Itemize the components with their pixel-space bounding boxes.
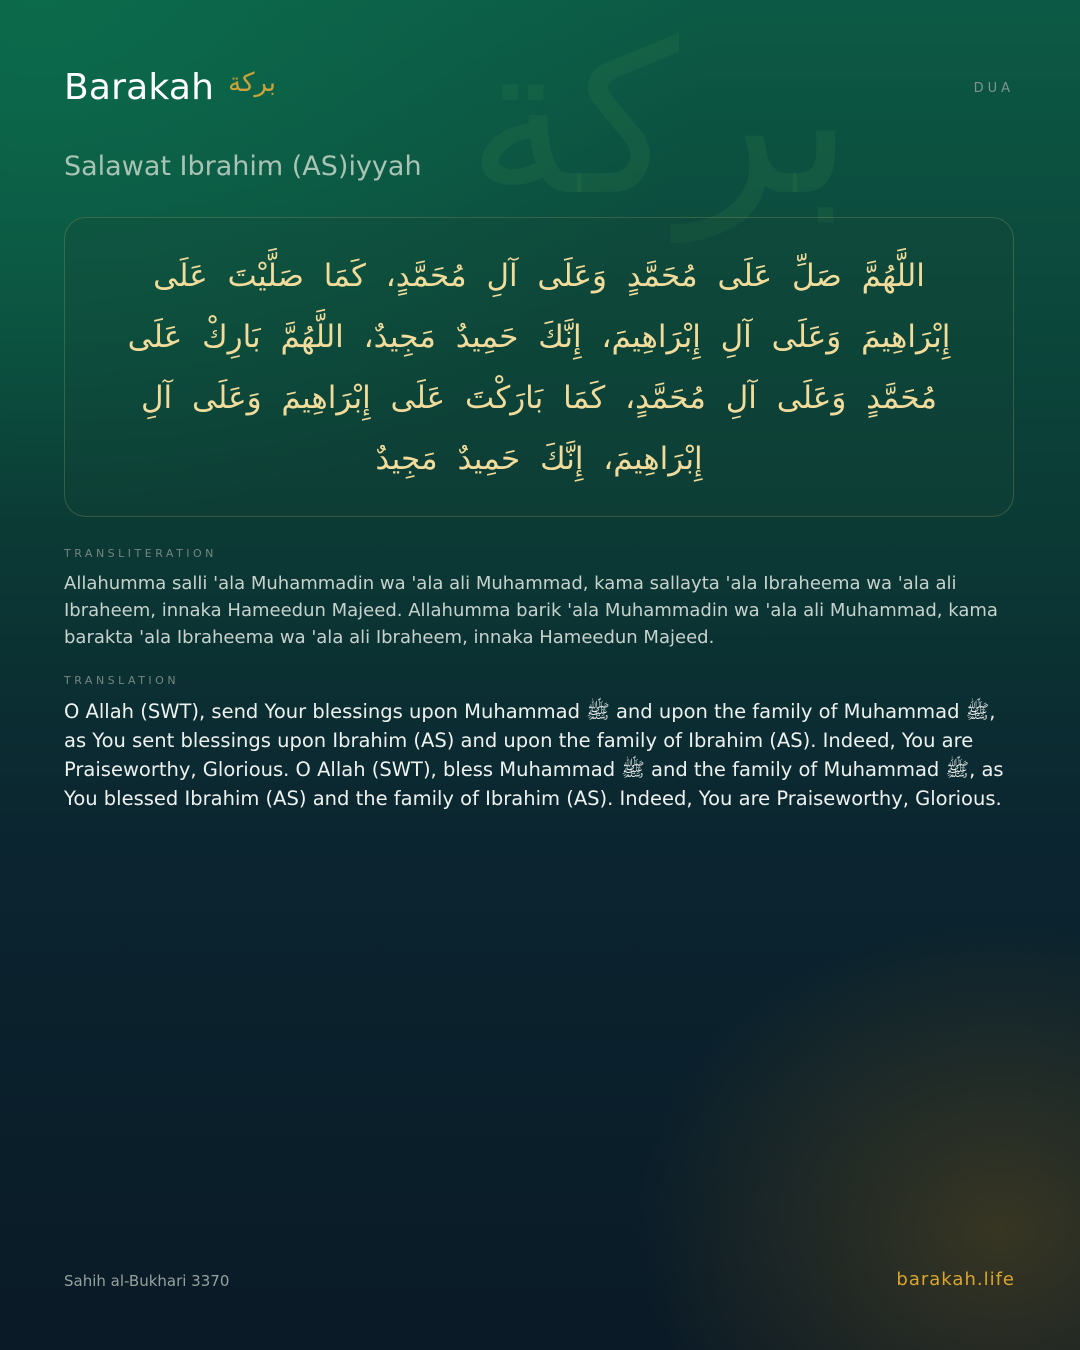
- hadith-source: Sahih al-Bukhari 3370: [64, 1272, 230, 1290]
- arabic-text: اللَّهُمَّ صَلِّ عَلَى مُحَمَّدٍ وَعَلَى آلِ مُحَمَّدٍ، كَمَا صَلَّيْتَ عَلَى إِبْرَاهِيمَ وَعَلَى آلِ إِبْرَاهِيمَ، إِنَّكَ حَمِيدٌ مَجِيدٌ، اللَّهُمَّ بَارِكْ عَلَى مُحَمَّدٍ وَعَلَى آلِ مُحَمَّدٍ، كَمَا بَارَكْتَ عَلَى إِبْرَاهِيمَ وَعَلَى آلِ إِبْرَاهِيمَ، إِنَّكَ حَمِيدٌ مَجِيدٌ: [127, 258, 951, 477]
- brand-header: [64, 66, 276, 110]
- site-link[interactable]: barakah.life: [896, 1269, 1015, 1290]
- arabic-text-card: [64, 217, 1014, 517]
- background-watermark: بركة: [466, 0, 854, 242]
- transliteration-label: TRANSLITERATION: [64, 547, 217, 560]
- brand-arabic-name: بركة: [228, 68, 277, 98]
- transliteration-text: Allahumma salli 'ala Muhammadin wa 'ala ali Muhammad, kama sallayta 'ala Ibraheema wa 'ala ali Ibraheem, innaka Hameedun Majeed. Allahumma barik 'ala Muhammadin wa 'ala ali Muhammad, kama barakta 'ala Ibraheema wa 'ala ali Ibraheem, innaka Hameedun Majeed.: [64, 573, 998, 648]
- category-label: DUA: [973, 81, 1014, 96]
- dua-title: Salawat Ibrahim (AS)iyyah: [64, 151, 422, 182]
- brand-name: Barakah: [64, 67, 215, 108]
- translation-text: O Allah (SWT), send Your blessings upon Muhammad ﷺ and upon the family of Muhammad ﷺ, as You sent blessings upon Ibrahim (AS) and upon the family of Ibrahim (AS). Indeed, You are Praiseworthy, Glorious. O Allah (SWT), bless Muhammad ﷺ and the family of Muhammad ﷺ, as You blessed Ibrahim (AS) and the family of Ibrahim (AS). Indeed, You are Praiseworthy, Glorious.: [64, 700, 1004, 810]
- translation-label: TRANSLATION: [64, 674, 180, 687]
